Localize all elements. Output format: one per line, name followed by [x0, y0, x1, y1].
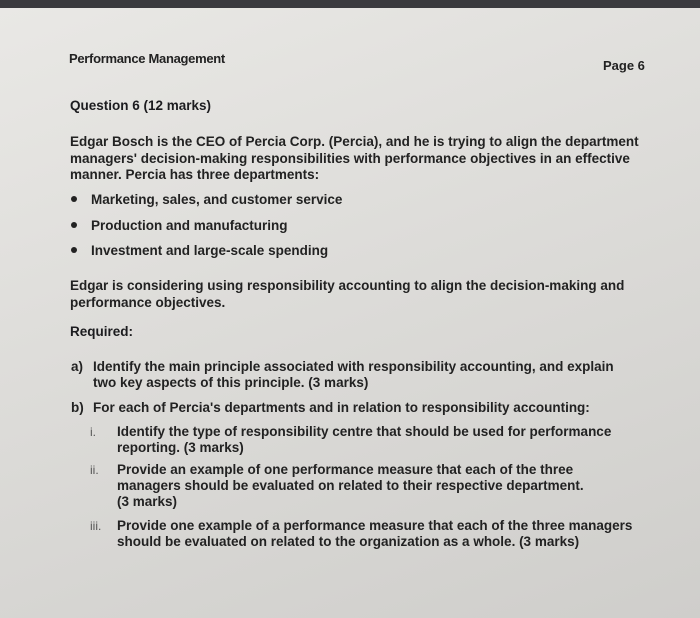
department-label: Production and manufacturing	[91, 217, 288, 233]
list-item	[70, 218, 342, 244]
bullet-icon	[71, 222, 77, 228]
subpart-i	[90, 424, 617, 456]
subpart-ii	[90, 462, 597, 510]
subpart-iii-marker: iii.	[90, 519, 102, 533]
part-a-text: Identify the main principle associated with responsibility accounting, and explain two key aspects of this principle. (3 marks)	[93, 359, 614, 390]
question-title: Question 6 (12 marks)	[70, 98, 212, 113]
department-label: Investment and large-scale spending	[91, 243, 329, 258]
bullet-icon	[71, 196, 77, 202]
top-dark-edge	[0, 0, 700, 8]
part-a	[71, 359, 638, 391]
part-b	[71, 400, 638, 416]
subpart-ii-marker: ii.	[90, 463, 99, 477]
part-b-marker: b)	[71, 400, 84, 415]
intro-paragraph: Edgar Bosch is the CEO of Percia Corp. (Percia), and he is trying to align the department managers' decision-making responsibilities with performance objectives in an effective manner. Percia has three departments:	[70, 134, 639, 182]
subpart-iii-text: Provide one example of a performance measure that each of the three managers should be evaluated on related to the organization as a whole. (3 marks)	[117, 518, 633, 549]
list-item	[70, 192, 342, 218]
department-list	[70, 192, 342, 269]
header-title: Performance Management	[69, 51, 225, 66]
subpart-ii-text: Provide an example of one performance measure that each of the three managers should be evaluated on related to their respective department. (3 marks)	[117, 462, 584, 509]
part-b-text: For each of Percia's departments and in relation to responsibility accounting:	[93, 400, 590, 415]
required-heading: Required:	[70, 324, 134, 339]
subpart-iii	[90, 518, 637, 550]
page-number: Page 6	[603, 58, 645, 73]
followup-paragraph: Edgar is considering using responsibility accounting to align the decision-making and performance objectives.	[70, 278, 625, 310]
list-item	[70, 243, 342, 269]
part-a-marker: a)	[71, 359, 84, 374]
subpart-i-marker: i.	[90, 425, 96, 439]
bullet-icon	[71, 247, 77, 253]
subpart-i-text: Identify the type of responsibility centre that should be used for performance reporting. (3 marks)	[117, 424, 612, 455]
department-label: Marketing, sales, and customer service	[91, 192, 343, 207]
